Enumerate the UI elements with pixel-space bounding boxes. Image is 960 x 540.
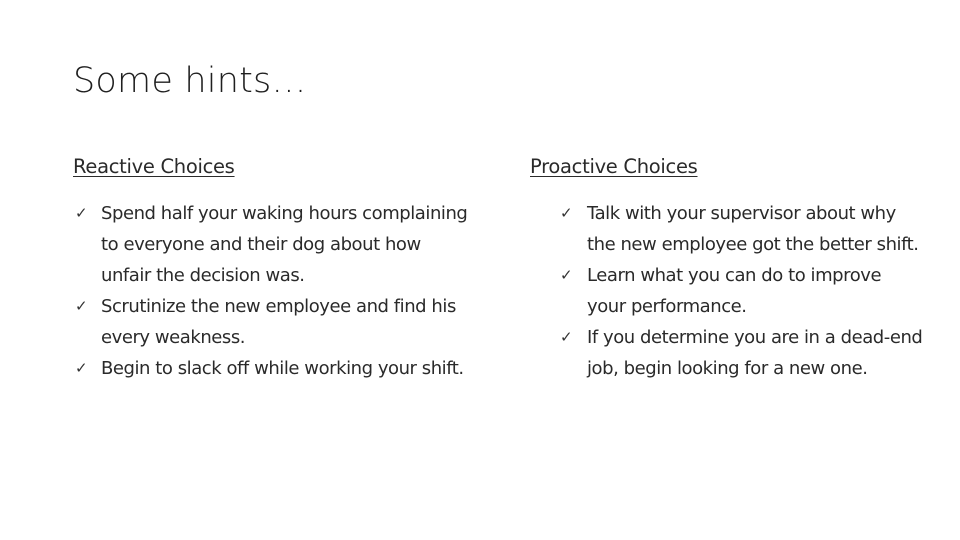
list-item-line: your performance.	[587, 296, 747, 317]
reactive-choices-column	[73, 152, 493, 384]
list-item-line: Learn what you can do to improve	[587, 265, 882, 286]
slide-title: Some hints…	[73, 61, 307, 101]
list-item-line: Scrutinize the new employee and find his	[101, 296, 456, 317]
list-item-line: Spend half your waking hours complaining	[101, 203, 468, 224]
reactive-choices-heading: Reactive Choices	[73, 155, 235, 178]
list-item-line: the new employee got the better shift.	[587, 234, 919, 255]
list-item	[558, 322, 950, 384]
list-item	[558, 198, 950, 260]
proactive-choices-list	[558, 198, 950, 384]
proactive-choices-column	[530, 152, 950, 384]
list-item-line: job, begin looking for a new one.	[587, 358, 868, 379]
list-item	[558, 260, 950, 322]
list-item	[73, 291, 493, 353]
checkmark-icon: ✓	[75, 297, 88, 315]
proactive-choices-heading: Proactive Choices	[530, 155, 698, 178]
reactive-choices-list	[73, 198, 493, 384]
list-item	[73, 198, 493, 291]
list-item-line: to everyone and their dog about how	[101, 234, 421, 255]
list-item-line: every weakness.	[101, 327, 246, 348]
checkmark-icon: ✓	[75, 359, 88, 377]
list-item	[73, 353, 493, 384]
list-item-line: unfair the decision was.	[101, 265, 305, 286]
list-item-line: If you determine you are in a dead-end	[587, 327, 923, 348]
checkmark-icon: ✓	[75, 204, 88, 222]
list-item-line: Begin to slack off while working your shift.	[101, 358, 464, 379]
checkmark-icon: ✓	[560, 328, 573, 346]
checkmark-icon: ✓	[560, 204, 573, 222]
list-item-line: Talk with your supervisor about why	[587, 203, 896, 224]
checkmark-icon: ✓	[560, 266, 573, 284]
